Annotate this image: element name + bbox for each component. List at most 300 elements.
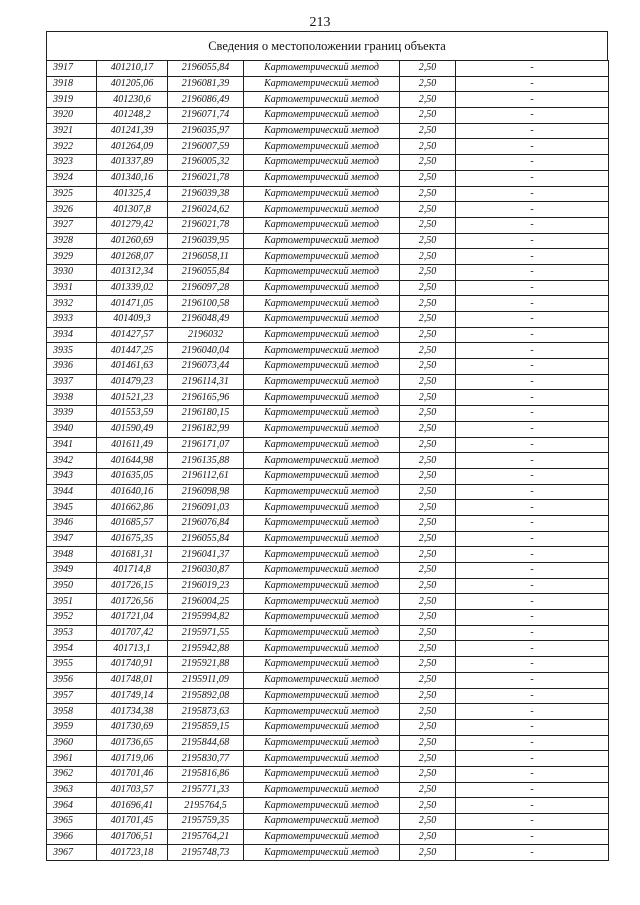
x-coordinate-cell: 401590,49 (97, 421, 168, 437)
x-coordinate-cell: 401611,49 (97, 437, 168, 453)
x-coordinate-cell: 401736,65 (97, 735, 168, 751)
accuracy-cell: 2,50 (400, 390, 456, 406)
description-cell: - (456, 719, 609, 735)
y-coordinate-cell: 2196135,88 (168, 453, 244, 469)
method-cell: Картометрический метод (244, 641, 400, 657)
boundary-table-sheet (46, 31, 608, 861)
point-number-cell: 3938 (47, 390, 97, 406)
table-row (47, 625, 609, 641)
y-coordinate-cell: 2195830,77 (168, 751, 244, 767)
x-coordinate-cell: 401696,41 (97, 798, 168, 814)
y-coordinate-cell: 2195748,73 (168, 845, 244, 861)
x-coordinate-cell: 401264,09 (97, 139, 168, 155)
y-coordinate-cell: 2195971,55 (168, 625, 244, 641)
x-coordinate-cell: 401409,3 (97, 312, 168, 328)
method-cell: Картометрический метод (244, 312, 400, 328)
accuracy-cell: 2,50 (400, 453, 456, 469)
x-coordinate-cell: 401230,6 (97, 92, 168, 108)
accuracy-cell: 2,50 (400, 139, 456, 155)
table-row (47, 186, 609, 202)
point-number-cell: 3965 (47, 814, 97, 830)
x-coordinate-cell: 401730,69 (97, 719, 168, 735)
y-coordinate-cell: 2196019,23 (168, 578, 244, 594)
description-cell: - (456, 406, 609, 422)
method-cell: Картометрический метод (244, 296, 400, 312)
y-coordinate-cell: 2196180,15 (168, 406, 244, 422)
y-coordinate-cell: 2196100,58 (168, 296, 244, 312)
x-coordinate-cell: 401703,57 (97, 782, 168, 798)
point-number-cell: 3954 (47, 641, 97, 657)
point-number-cell: 3936 (47, 359, 97, 375)
y-coordinate-cell: 2196071,74 (168, 108, 244, 124)
x-coordinate-cell: 401461,63 (97, 359, 168, 375)
point-number-cell: 3943 (47, 468, 97, 484)
point-number-cell: 3946 (47, 515, 97, 531)
table-row (47, 453, 609, 469)
accuracy-cell: 2,50 (400, 845, 456, 861)
table-row (47, 280, 609, 296)
description-cell: - (456, 578, 609, 594)
table-row (47, 719, 609, 735)
y-coordinate-cell: 2195816,86 (168, 766, 244, 782)
description-cell: - (456, 61, 609, 77)
y-coordinate-cell: 2196076,84 (168, 515, 244, 531)
y-coordinate-cell: 2196039,38 (168, 186, 244, 202)
method-cell: Картометрический метод (244, 829, 400, 845)
description-cell: - (456, 782, 609, 798)
method-cell: Картометрический метод (244, 845, 400, 861)
point-number-cell: 3931 (47, 280, 97, 296)
point-number-cell: 3926 (47, 202, 97, 218)
accuracy-cell: 2,50 (400, 92, 456, 108)
method-cell: Картометрический метод (244, 625, 400, 641)
x-coordinate-cell: 401726,56 (97, 594, 168, 610)
point-number-cell: 3952 (47, 610, 97, 626)
accuracy-cell: 2,50 (400, 515, 456, 531)
table-row (47, 515, 609, 531)
point-number-cell: 3930 (47, 264, 97, 280)
method-cell: Картометрический метод (244, 264, 400, 280)
table-row (47, 327, 609, 343)
description-cell: - (456, 296, 609, 312)
description-cell: - (456, 814, 609, 830)
method-cell: Картометрический метод (244, 76, 400, 92)
description-cell: - (456, 123, 609, 139)
method-cell: Картометрический метод (244, 61, 400, 77)
x-coordinate-cell: 401640,16 (97, 484, 168, 500)
y-coordinate-cell: 2196032 (168, 327, 244, 343)
y-coordinate-cell: 2195764,5 (168, 798, 244, 814)
x-coordinate-cell: 401427,57 (97, 327, 168, 343)
method-cell: Картометрический метод (244, 484, 400, 500)
accuracy-cell: 2,50 (400, 798, 456, 814)
accuracy-cell: 2,50 (400, 437, 456, 453)
point-number-cell: 3923 (47, 155, 97, 171)
method-cell: Картометрический метод (244, 186, 400, 202)
description-cell: - (456, 766, 609, 782)
table-row (47, 437, 609, 453)
accuracy-cell: 2,50 (400, 170, 456, 186)
x-coordinate-cell: 401675,35 (97, 531, 168, 547)
table-row (47, 343, 609, 359)
y-coordinate-cell: 2196073,44 (168, 359, 244, 375)
y-coordinate-cell: 2196055,84 (168, 61, 244, 77)
accuracy-cell: 2,50 (400, 312, 456, 328)
point-number-cell: 3932 (47, 296, 97, 312)
y-coordinate-cell: 2196005,32 (168, 155, 244, 171)
table-row (47, 139, 609, 155)
y-coordinate-cell: 2196040,04 (168, 343, 244, 359)
method-cell: Картометрический метод (244, 421, 400, 437)
method-cell: Картометрический метод (244, 280, 400, 296)
point-number-cell: 3919 (47, 92, 97, 108)
x-coordinate-cell: 401325,4 (97, 186, 168, 202)
point-number-cell: 3928 (47, 233, 97, 249)
description-cell: - (456, 547, 609, 563)
table-row (47, 751, 609, 767)
method-cell: Картометрический метод (244, 751, 400, 767)
table-row (47, 704, 609, 720)
point-number-cell: 3956 (47, 672, 97, 688)
y-coordinate-cell: 2196035,97 (168, 123, 244, 139)
x-coordinate-cell: 401635,05 (97, 468, 168, 484)
description-cell: - (456, 233, 609, 249)
point-number-cell: 3966 (47, 829, 97, 845)
y-coordinate-cell: 2195764,21 (168, 829, 244, 845)
y-coordinate-cell: 2196081,39 (168, 76, 244, 92)
point-number-cell: 3937 (47, 374, 97, 390)
x-coordinate-cell: 401748,01 (97, 672, 168, 688)
method-cell: Картометрический метод (244, 657, 400, 673)
method-cell: Картометрический метод (244, 123, 400, 139)
point-number-cell: 3957 (47, 688, 97, 704)
accuracy-cell: 2,50 (400, 578, 456, 594)
table-row (47, 798, 609, 814)
accuracy-cell: 2,50 (400, 406, 456, 422)
x-coordinate-cell: 401339,02 (97, 280, 168, 296)
x-coordinate-cell: 401740,91 (97, 657, 168, 673)
point-number-cell: 3953 (47, 625, 97, 641)
method-cell: Картометрический метод (244, 704, 400, 720)
x-coordinate-cell: 401210,17 (97, 61, 168, 77)
point-number-cell: 3924 (47, 170, 97, 186)
y-coordinate-cell: 2195844,68 (168, 735, 244, 751)
accuracy-cell: 2,50 (400, 688, 456, 704)
point-number-cell: 3959 (47, 719, 97, 735)
point-number-cell: 3933 (47, 312, 97, 328)
x-coordinate-cell: 401248,2 (97, 108, 168, 124)
point-number-cell: 3935 (47, 343, 97, 359)
description-cell: - (456, 359, 609, 375)
description-cell: - (456, 453, 609, 469)
description-cell: - (456, 264, 609, 280)
x-coordinate-cell: 401714,8 (97, 563, 168, 579)
accuracy-cell: 2,50 (400, 782, 456, 798)
table-row (47, 547, 609, 563)
description-cell: - (456, 641, 609, 657)
accuracy-cell: 2,50 (400, 202, 456, 218)
description-cell: - (456, 672, 609, 688)
table-row (47, 484, 609, 500)
accuracy-cell: 2,50 (400, 610, 456, 626)
x-coordinate-cell: 401307,8 (97, 202, 168, 218)
description-cell: - (456, 139, 609, 155)
point-number-cell: 3947 (47, 531, 97, 547)
y-coordinate-cell: 2195911,09 (168, 672, 244, 688)
y-coordinate-cell: 2195921,88 (168, 657, 244, 673)
accuracy-cell: 2,50 (400, 264, 456, 280)
accuracy-cell: 2,50 (400, 421, 456, 437)
point-number-cell: 3945 (47, 500, 97, 516)
accuracy-cell: 2,50 (400, 563, 456, 579)
table-row (47, 829, 609, 845)
method-cell: Картометрический метод (244, 719, 400, 735)
method-cell: Картометрический метод (244, 374, 400, 390)
x-coordinate-cell: 401706,51 (97, 829, 168, 845)
description-cell: - (456, 515, 609, 531)
x-coordinate-cell: 401279,42 (97, 217, 168, 233)
accuracy-cell: 2,50 (400, 155, 456, 171)
table-row (47, 264, 609, 280)
x-coordinate-cell: 401260,69 (97, 233, 168, 249)
y-coordinate-cell: 2195873,63 (168, 704, 244, 720)
description-cell: - (456, 343, 609, 359)
table-row (47, 845, 609, 861)
point-number-cell: 3918 (47, 76, 97, 92)
x-coordinate-cell: 401241,39 (97, 123, 168, 139)
accuracy-cell: 2,50 (400, 123, 456, 139)
table-row (47, 610, 609, 626)
accuracy-cell: 2,50 (400, 108, 456, 124)
description-cell: - (456, 594, 609, 610)
table-row (47, 468, 609, 484)
table-body (47, 61, 609, 861)
x-coordinate-cell: 401662,86 (97, 500, 168, 516)
y-coordinate-cell: 2196091,03 (168, 500, 244, 516)
method-cell: Картометрический метод (244, 531, 400, 547)
table-row (47, 688, 609, 704)
table-row (47, 312, 609, 328)
description-cell: - (456, 249, 609, 265)
x-coordinate-cell: 401726,15 (97, 578, 168, 594)
accuracy-cell: 2,50 (400, 531, 456, 547)
table-row (47, 155, 609, 171)
method-cell: Картометрический метод (244, 390, 400, 406)
table-title: Сведения о местоположении границ объекта (46, 31, 608, 60)
method-cell: Картометрический метод (244, 233, 400, 249)
method-cell: Картометрический метод (244, 610, 400, 626)
y-coordinate-cell: 2196114,31 (168, 374, 244, 390)
x-coordinate-cell: 401721,04 (97, 610, 168, 626)
point-number-cell: 3920 (47, 108, 97, 124)
y-coordinate-cell: 2196165,96 (168, 390, 244, 406)
table-row (47, 170, 609, 186)
accuracy-cell: 2,50 (400, 61, 456, 77)
description-cell: - (456, 610, 609, 626)
table-row (47, 123, 609, 139)
accuracy-cell: 2,50 (400, 186, 456, 202)
x-coordinate-cell: 401719,06 (97, 751, 168, 767)
point-number-cell: 3941 (47, 437, 97, 453)
point-number-cell: 3940 (47, 421, 97, 437)
point-number-cell: 3961 (47, 751, 97, 767)
point-number-cell: 3950 (47, 578, 97, 594)
point-number-cell: 3963 (47, 782, 97, 798)
table-row (47, 641, 609, 657)
method-cell: Картометрический метод (244, 155, 400, 171)
accuracy-cell: 2,50 (400, 547, 456, 563)
description-cell: - (456, 390, 609, 406)
table-row (47, 249, 609, 265)
x-coordinate-cell: 401681,31 (97, 547, 168, 563)
point-number-cell: 3967 (47, 845, 97, 861)
point-number-cell: 3939 (47, 406, 97, 422)
x-coordinate-cell: 401268,07 (97, 249, 168, 265)
method-cell: Картометрический метод (244, 735, 400, 751)
accuracy-cell: 2,50 (400, 672, 456, 688)
description-cell: - (456, 484, 609, 500)
method-cell: Картометрический метод (244, 500, 400, 516)
accuracy-cell: 2,50 (400, 500, 456, 516)
accuracy-cell: 2,50 (400, 625, 456, 641)
accuracy-cell: 2,50 (400, 374, 456, 390)
description-cell: - (456, 531, 609, 547)
x-coordinate-cell: 401644,98 (97, 453, 168, 469)
method-cell: Картометрический метод (244, 766, 400, 782)
description-cell: - (456, 845, 609, 861)
table-row (47, 735, 609, 751)
y-coordinate-cell: 2196058,11 (168, 249, 244, 265)
x-coordinate-cell: 401471,05 (97, 296, 168, 312)
method-cell: Картометрический метод (244, 453, 400, 469)
description-cell: - (456, 468, 609, 484)
table-row (47, 782, 609, 798)
accuracy-cell: 2,50 (400, 76, 456, 92)
x-coordinate-cell: 401447,25 (97, 343, 168, 359)
description-cell: - (456, 625, 609, 641)
y-coordinate-cell: 2196086,49 (168, 92, 244, 108)
accuracy-cell: 2,50 (400, 233, 456, 249)
method-cell: Картометрический метод (244, 108, 400, 124)
accuracy-cell: 2,50 (400, 594, 456, 610)
x-coordinate-cell: 401701,45 (97, 814, 168, 830)
table-row (47, 359, 609, 375)
accuracy-cell: 2,50 (400, 814, 456, 830)
point-number-cell: 3942 (47, 453, 97, 469)
point-number-cell: 3951 (47, 594, 97, 610)
y-coordinate-cell: 2195759,35 (168, 814, 244, 830)
y-coordinate-cell: 2196007,59 (168, 139, 244, 155)
x-coordinate-cell: 401337,89 (97, 155, 168, 171)
method-cell: Картометрический метод (244, 515, 400, 531)
accuracy-cell: 2,50 (400, 249, 456, 265)
y-coordinate-cell: 2196030,87 (168, 563, 244, 579)
method-cell: Картометрический метод (244, 359, 400, 375)
description-cell: - (456, 312, 609, 328)
method-cell: Картометрический метод (244, 217, 400, 233)
description-cell: - (456, 735, 609, 751)
accuracy-cell: 2,50 (400, 280, 456, 296)
x-coordinate-cell: 401723,18 (97, 845, 168, 861)
x-coordinate-cell: 401553,59 (97, 406, 168, 422)
point-number-cell: 3955 (47, 657, 97, 673)
y-coordinate-cell: 2195942,88 (168, 641, 244, 657)
point-number-cell: 3960 (47, 735, 97, 751)
description-cell: - (456, 92, 609, 108)
y-coordinate-cell: 2196112,61 (168, 468, 244, 484)
method-cell: Картометрический метод (244, 798, 400, 814)
table-row (47, 500, 609, 516)
method-cell: Картометрический метод (244, 437, 400, 453)
description-cell: - (456, 327, 609, 343)
y-coordinate-cell: 2195892,08 (168, 688, 244, 704)
table-row (47, 563, 609, 579)
description-cell: - (456, 563, 609, 579)
method-cell: Картометрический метод (244, 327, 400, 343)
point-number-cell: 3944 (47, 484, 97, 500)
table-row (47, 390, 609, 406)
y-coordinate-cell: 2196055,84 (168, 531, 244, 547)
accuracy-cell: 2,50 (400, 327, 456, 343)
accuracy-cell: 2,50 (400, 296, 456, 312)
table-row (47, 594, 609, 610)
y-coordinate-cell: 2196098,98 (168, 484, 244, 500)
x-coordinate-cell: 401312,34 (97, 264, 168, 280)
table-row (47, 296, 609, 312)
table-row (47, 421, 609, 437)
x-coordinate-cell: 401479,23 (97, 374, 168, 390)
description-cell: - (456, 500, 609, 516)
point-number-cell: 3964 (47, 798, 97, 814)
method-cell: Картометрический метод (244, 563, 400, 579)
x-coordinate-cell: 401707,42 (97, 625, 168, 641)
accuracy-cell: 2,50 (400, 704, 456, 720)
description-cell: - (456, 374, 609, 390)
method-cell: Картометрический метод (244, 578, 400, 594)
accuracy-cell: 2,50 (400, 751, 456, 767)
accuracy-cell: 2,50 (400, 217, 456, 233)
page-number: 213 (309, 15, 331, 30)
method-cell: Картометрический метод (244, 594, 400, 610)
y-coordinate-cell: 2196039,95 (168, 233, 244, 249)
method-cell: Картометрический метод (244, 406, 400, 422)
point-number-cell: 3948 (47, 547, 97, 563)
table-row (47, 766, 609, 782)
accuracy-cell: 2,50 (400, 641, 456, 657)
table-row (47, 61, 609, 77)
accuracy-cell: 2,50 (400, 735, 456, 751)
description-cell: - (456, 217, 609, 233)
point-number-cell: 3929 (47, 249, 97, 265)
table-row (47, 578, 609, 594)
point-number-cell: 3949 (47, 563, 97, 579)
description-cell: - (456, 280, 609, 296)
description-cell: - (456, 155, 609, 171)
x-coordinate-cell: 401734,38 (97, 704, 168, 720)
y-coordinate-cell: 2196021,78 (168, 217, 244, 233)
method-cell: Картометрический метод (244, 343, 400, 359)
x-coordinate-cell: 401340,16 (97, 170, 168, 186)
y-coordinate-cell: 2196021,78 (168, 170, 244, 186)
y-coordinate-cell: 2196055,84 (168, 264, 244, 280)
table-row (47, 233, 609, 249)
accuracy-cell: 2,50 (400, 343, 456, 359)
accuracy-cell: 2,50 (400, 766, 456, 782)
method-cell: Картометрический метод (244, 782, 400, 798)
description-cell: - (456, 704, 609, 720)
point-number-cell: 3962 (47, 766, 97, 782)
y-coordinate-cell: 2196024,62 (168, 202, 244, 218)
